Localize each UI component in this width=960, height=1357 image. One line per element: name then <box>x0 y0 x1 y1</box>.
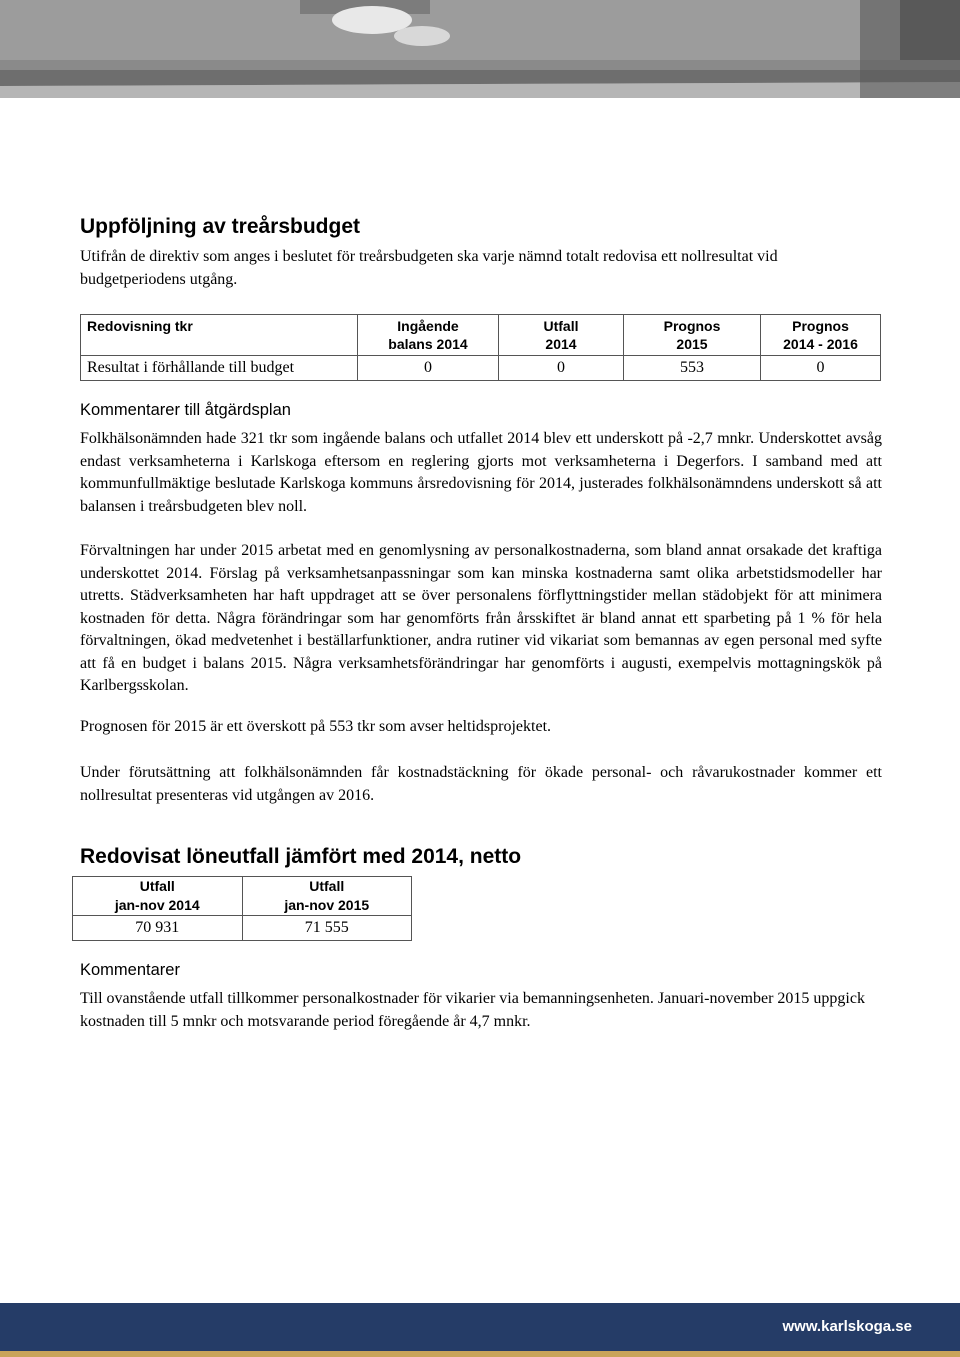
header-cell <box>761 315 881 356</box>
intro-paragraph: Utifrån de direktiv som anges i beslutet för treårsbudgeten ska varje nämnd totalt redovisa ett nollresultat vid budgetperiodens utgång. <box>80 248 778 288</box>
header-cell <box>242 877 412 916</box>
row-label: Resultat i förhållande till budget <box>81 356 358 381</box>
header-line: Utfall <box>139 878 175 894</box>
comments-heading: Kommentarer <box>80 961 180 979</box>
table-cell: 70 931 <box>73 916 243 941</box>
header-line: 2015 <box>676 336 708 352</box>
header-photo <box>0 0 960 98</box>
budget-table-header-row <box>81 315 881 356</box>
comment-paragraph: Folkhälsonämnden hade 321 tkr som ingående balans och utfallet 2014 blev ett underskott på -2,7 mnkr. Underskottet avsåg endast verksamheterna i Karlskoga eftersom en reglering gjorts mot verksamheterna i Degerfors. I samband med att kommunfullmäktige beslutade Karlskoga kommuns årsredovisning för 2014, justerades folkhälsonämndens underskott så att balansen i treårsbudgeten blev noll. <box>80 430 882 515</box>
header-line: Prognos <box>792 318 849 334</box>
header-line: jan-nov 2014 <box>114 897 200 913</box>
header-line: Redovisning tkr <box>87 318 193 334</box>
header-line: jan-nov 2015 <box>284 897 370 913</box>
comments-heading: Kommentarer till åtgärdsplan <box>80 401 291 419</box>
salary-table-header-row <box>73 877 412 916</box>
header-line: Utfall <box>309 878 345 894</box>
header-line: Ingående <box>397 318 459 334</box>
section-title: Uppföljning av treårsbudget <box>80 215 361 238</box>
section-title: Redovisat löneutfall jämfört med 2014, netto <box>80 845 522 868</box>
header-cell <box>81 315 358 356</box>
table-cell: 0 <box>761 356 881 381</box>
salary-table <box>72 876 412 941</box>
comment-paragraph: Prognosen för 2015 är ett överskott på 553 tkr som avser heltidsprojektet. <box>80 718 552 735</box>
header-photo-graphic <box>0 0 960 98</box>
table-row <box>73 916 412 941</box>
footer-bar <box>0 1303 960 1357</box>
table-cell: 553 <box>624 356 761 381</box>
comment-paragraph: Under förutsättning att folkhälsonämnden får kostnadstäckning för ökade personal- och råvarukostnader kommer ett nollresultat presenteras vid utgången av 2016. <box>80 764 882 804</box>
header-cell <box>499 315 624 356</box>
comment-paragraph: Förvaltningen har under 2015 arbetat med en genomlysning av personalkostnaderna, som bland annat orsakade det kraftiga underskottet 2014. Förslag på verksamhetsanpassningar som kan minska kostnaderna samt olika arbetstidsmodeller har utretts. Städverksamheten har haft uppdraget att se över personalens förflyttningstider mellan städobjekt för att minimera kostnaden för detta. Några förändringar som har genomförts från årsskiftet är bland annat ett sparbeting på 1 % för hela förvaltningen, ökad medvetenhet i beställarfunktioner, andra rutiner vid vikariat som bemannas av egen personal med syfte att få en budget i balans 2015. Några verksamhetsförändringar har genomförts i augusti, exempelvis mottagningskök på Karlbergsskolan. <box>80 542 882 694</box>
header-cell <box>358 315 499 356</box>
table-row <box>81 356 881 381</box>
header-line: 2014 - 2016 <box>783 336 858 352</box>
header-line: Utfall <box>543 318 579 334</box>
table-cell: 71 555 <box>242 916 412 941</box>
header-cell <box>624 315 761 356</box>
header-line: balans 2014 <box>388 336 468 352</box>
table-cell: 0 <box>499 356 624 381</box>
footer-stripe <box>0 1351 960 1357</box>
table-cell: 0 <box>358 356 499 381</box>
budget-table <box>80 314 881 381</box>
header-cell <box>73 877 243 916</box>
comment-paragraph: Till ovanstående utfall tillkommer personalkostnader för vikarier via bemanningsenheten. Januari-november 2015 uppgick kostnaden till 5 mnkr och motsvarande period föregående år 4,7 mnkr. <box>80 990 865 1030</box>
header-line: 2014 <box>545 336 577 352</box>
header-line: Prognos <box>663 318 721 334</box>
footer-website-link[interactable]: www.karlskoga.se <box>782 1318 912 1335</box>
